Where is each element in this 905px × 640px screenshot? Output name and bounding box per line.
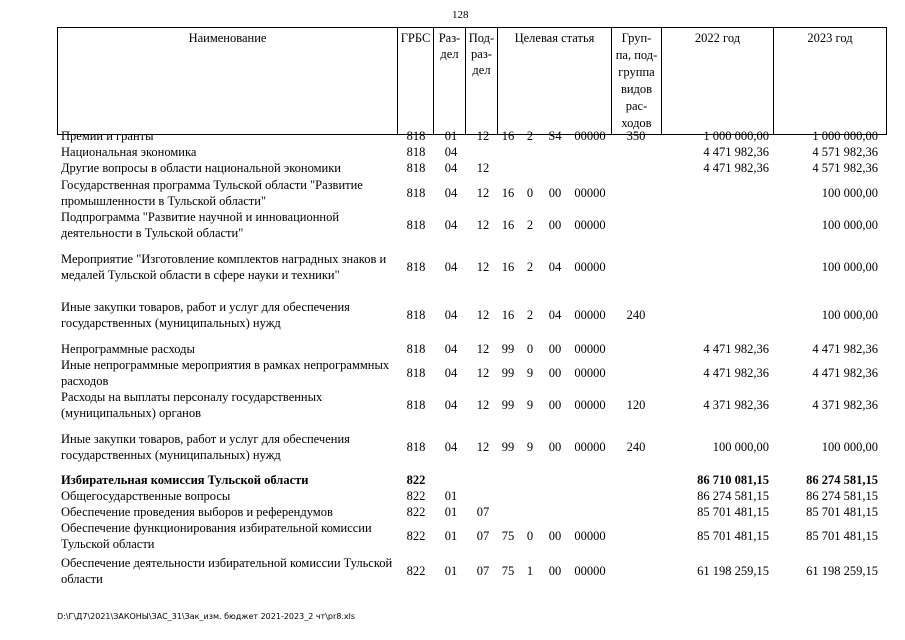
row-razdel: 01 (444, 564, 458, 578)
row-cs4: 00000 (574, 440, 606, 454)
row-name: Мероприятие "Изготовление комплектов наградных знаков и медалей Тульской области в сфере науки и техники" (61, 252, 387, 282)
row-cs2: 2 (526, 260, 534, 274)
row-razdel: 01 (444, 129, 458, 143)
row-group: 240 (626, 440, 646, 454)
row-cs3: 04 (548, 308, 562, 322)
row-name: Обеспечение функционирования избирательной комиссии Тульской области (61, 521, 372, 551)
row-razdel: 04 (444, 145, 458, 159)
row-podrazdel: 12 (476, 440, 490, 454)
row-grbs: 818 (406, 218, 426, 232)
row-cs4: 00000 (574, 218, 606, 232)
row-razdel: 01 (444, 489, 458, 503)
row-cs1: 99 (501, 342, 515, 356)
row-razdel: 01 (444, 529, 458, 543)
row-podrazdel: 12 (476, 398, 490, 412)
row-cs2: 0 (526, 186, 534, 200)
row-razdel: 04 (444, 161, 458, 175)
row-grbs: 818 (406, 308, 426, 322)
row-grbs: 822 (406, 473, 426, 487)
row-podrazdel: 12 (476, 218, 490, 232)
row-grbs: 818 (406, 398, 426, 412)
row-podrazdel: 12 (476, 186, 490, 200)
row-podrazdel: 12 (476, 129, 490, 143)
row-y2023: 100 000,00 (821, 440, 878, 454)
row-y2023: 86 274 581,15 (806, 473, 878, 487)
row-razdel: 04 (444, 342, 458, 356)
row-cs1: 16 (501, 186, 515, 200)
row-cs3: S4 (548, 129, 562, 143)
table-row (0, 160, 905, 176)
row-cs3: 00 (548, 529, 562, 543)
table-row (0, 520, 905, 552)
row-grbs: 818 (406, 342, 426, 356)
row-podrazdel: 12 (476, 342, 490, 356)
row-podrazdel: 12 (476, 161, 490, 175)
row-y2022: 4 471 982,36 (703, 145, 769, 159)
row-name: Другие вопросы в области национальной экономики (61, 161, 341, 175)
row-razdel: 04 (444, 308, 458, 322)
row-razdel: 04 (444, 218, 458, 232)
row-name: Обеспечение деятельности избирательной комиссии Тульской области (61, 556, 393, 586)
row-cs2: 9 (526, 366, 534, 380)
header-podrazdel: Под- раз- дел (465, 28, 497, 134)
table-row (0, 357, 905, 389)
table-row (0, 389, 905, 421)
row-cs2: 2 (526, 218, 534, 232)
header-group: Груп- па, под- группа видов рас- ходов (611, 28, 661, 134)
page-number: 128 (452, 9, 469, 21)
row-y2023: 85 701 481,15 (806, 529, 878, 543)
row-podrazdel: 07 (476, 564, 490, 578)
row-y2022: 85 701 481,15 (697, 529, 769, 543)
row-cs1: 16 (501, 218, 515, 232)
row-y2023: 85 701 481,15 (806, 505, 878, 519)
row-y2023: 1 000 000,00 (812, 129, 878, 143)
row-y2023: 4 471 982,36 (812, 342, 878, 356)
row-y2023: 100 000,00 (821, 260, 878, 274)
row-group: 240 (626, 308, 646, 322)
row-name: Подпрограмма "Развитие научной и инновационной деятельности в Тульской области" (61, 210, 340, 240)
row-y2022: 86 710 081,15 (697, 473, 769, 487)
row-cs1: 75 (501, 564, 515, 578)
row-y2022: 61 198 259,15 (697, 564, 769, 578)
row-cs4: 00000 (574, 529, 606, 543)
row-cs3: 00 (548, 564, 562, 578)
row-y2023: 100 000,00 (821, 308, 878, 322)
table-row (0, 299, 905, 331)
row-cs2: 2 (526, 308, 534, 322)
footer-file-path: D:\Г\Д7\2021\ЗАКОНЫ\ЗАС_31\Зак_изм. бюджет 2021-2023_2 чт\pr8.xls (57, 612, 356, 621)
row-y2022: 4 471 982,36 (703, 366, 769, 380)
row-y2022: 4 371 982,36 (703, 398, 769, 412)
row-cs3: 00 (548, 186, 562, 200)
row-razdel: 04 (444, 366, 458, 380)
row-cs4: 00000 (574, 308, 606, 322)
row-group: 120 (626, 398, 646, 412)
row-cs3: 04 (548, 260, 562, 274)
table-row (0, 341, 905, 357)
header-name: Наименование (57, 28, 397, 134)
row-cs1: 99 (501, 366, 515, 380)
row-cs2: 2 (526, 129, 534, 143)
table-row (0, 504, 905, 520)
row-cs3: 00 (548, 398, 562, 412)
row-cs1: 99 (501, 398, 515, 412)
row-y2023: 4 371 982,36 (812, 398, 878, 412)
table-row (0, 177, 905, 209)
table-row (0, 488, 905, 504)
row-group: 350 (626, 129, 646, 143)
row-cs4: 00000 (574, 564, 606, 578)
row-grbs: 818 (406, 260, 426, 274)
row-razdel: 04 (444, 186, 458, 200)
row-name: Избирательная комиссия Тульской области (61, 473, 309, 487)
row-name: Национальная экономика (61, 145, 197, 159)
row-y2023: 4 571 982,36 (812, 161, 878, 175)
row-cs3: 00 (548, 218, 562, 232)
row-cs4: 00000 (574, 366, 606, 380)
row-y2023: 100 000,00 (821, 186, 878, 200)
row-razdel: 04 (444, 398, 458, 412)
row-y2022: 100 000,00 (712, 440, 769, 454)
row-y2023: 4 471 982,36 (812, 366, 878, 380)
row-cs2: 0 (526, 529, 534, 543)
row-y2023: 4 571 982,36 (812, 145, 878, 159)
header-razdel: Раз- дел (433, 28, 465, 134)
row-y2022: 4 471 982,36 (703, 161, 769, 175)
row-y2022: 1 000 000,00 (703, 129, 769, 143)
row-cs1: 99 (501, 440, 515, 454)
row-cs1: 16 (501, 308, 515, 322)
row-cs1: 16 (501, 129, 515, 143)
row-cs4: 00000 (574, 186, 606, 200)
row-y2022: 86 274 581,15 (697, 489, 769, 503)
row-cs2: 1 (526, 564, 534, 578)
row-grbs: 818 (406, 440, 426, 454)
row-cs1: 16 (501, 260, 515, 274)
row-podrazdel: 07 (476, 529, 490, 543)
row-cs2: 9 (526, 398, 534, 412)
table-row (0, 251, 905, 283)
header-grbs: ГРБС (397, 28, 433, 134)
table-row (0, 431, 905, 463)
table-row (0, 472, 905, 488)
row-y2023: 100 000,00 (821, 218, 878, 232)
row-cs4: 00000 (574, 342, 606, 356)
table-row (0, 128, 905, 144)
row-y2022: 4 471 982,36 (703, 342, 769, 356)
row-cs2: 0 (526, 342, 534, 356)
row-name: Премии и гранты (61, 129, 154, 143)
row-cs3: 00 (548, 366, 562, 380)
row-y2022: 85 701 481,15 (697, 505, 769, 519)
row-podrazdel: 07 (476, 505, 490, 519)
row-grbs: 818 (406, 161, 426, 175)
header-target-article: Целевая статья (497, 28, 611, 134)
header-year-2022: 2022 год (661, 28, 773, 134)
row-cs4: 00000 (574, 260, 606, 274)
row-cs2: 9 (526, 440, 534, 454)
row-grbs: 822 (406, 529, 426, 543)
row-cs1: 75 (501, 529, 515, 543)
table-row (0, 555, 905, 587)
row-podrazdel: 12 (476, 366, 490, 380)
row-name: Иные закупки товаров, работ и услуг для обеспечения государственных (муниципальных) нужд (61, 432, 350, 462)
row-y2023: 86 274 581,15 (806, 489, 878, 503)
row-cs4: 00000 (574, 129, 606, 143)
row-grbs: 818 (406, 366, 426, 380)
row-grbs: 822 (406, 564, 426, 578)
row-grbs: 822 (406, 489, 426, 503)
row-name: Расходы на выплаты персоналу государственных (муниципальных) органов (61, 390, 323, 420)
row-podrazdel: 12 (476, 308, 490, 322)
row-name: Иные закупки товаров, работ и услуг для обеспечения государственных (муниципальных) нужд (61, 300, 350, 330)
row-razdel: 04 (444, 440, 458, 454)
table-row (0, 144, 905, 160)
row-grbs: 822 (406, 505, 426, 519)
row-name: Непрограммные расходы (61, 342, 195, 356)
row-name: Государственная программа Тульской области "Развитие промышленности в Тульской области" (61, 178, 363, 208)
row-cs4: 00000 (574, 398, 606, 412)
row-cs3: 00 (548, 440, 562, 454)
table-row (0, 209, 905, 241)
row-razdel: 04 (444, 260, 458, 274)
header-year-2023: 2023 год (773, 28, 887, 134)
row-name: Общегосударственные вопросы (61, 489, 231, 503)
row-grbs: 818 (406, 145, 426, 159)
row-cs3: 00 (548, 342, 562, 356)
row-name: Иные непрограммные мероприятия в рамках непрограммных расходов (61, 358, 390, 388)
row-razdel: 01 (444, 505, 458, 519)
row-y2023: 61 198 259,15 (806, 564, 878, 578)
row-podrazdel: 12 (476, 260, 490, 274)
row-grbs: 818 (406, 186, 426, 200)
row-name: Обеспечение проведения выборов и референдумов (61, 505, 333, 519)
row-grbs: 818 (406, 129, 426, 143)
